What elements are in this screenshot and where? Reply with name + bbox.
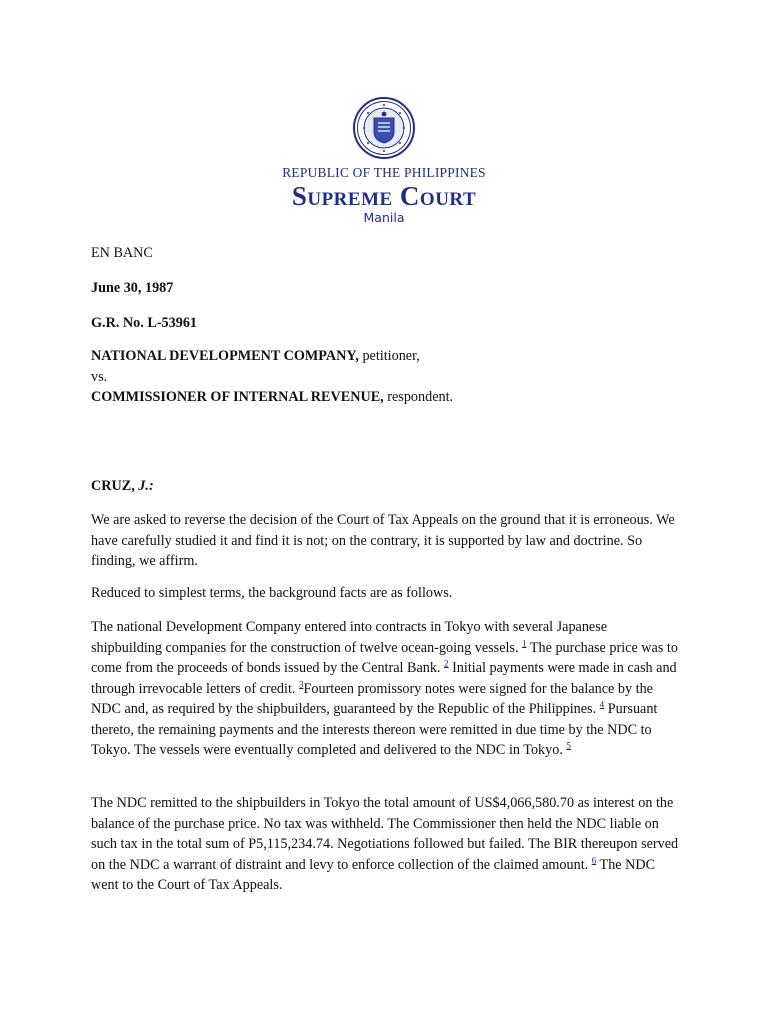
- paragraph-4-text-b: The NDC went to the Court of Tax Appeals.: [91, 856, 656, 893]
- paragraph-3-text-a: The national Development Company entered into contracts in Tokyo with several Japanese shipbuilding companies for the construction of twelve ocean-going vessels.: [91, 619, 608, 656]
- paragraph-3-text-d: Fourteen promissory notes were signed for the balance by the NDC and, as required by the shipbuilders, guaranteed by the Republic of the Philippines.: [91, 680, 653, 717]
- paragraph-2: Reduced to simplest terms, the background facts are as follows.: [91, 585, 453, 601]
- division-label: EN BANC: [91, 245, 153, 261]
- paragraph-3-text-b: The purchase price was to come from the proceeds of bonds issued by the Central Bank.: [91, 639, 678, 676]
- court-seal-icon: [352, 96, 416, 160]
- paragraph-1: We are asked to reverse the decision of the Court of Tax Appeals on the ground that it is erroneous. We have carefully studied it and find it is not; on the contrary, it is supported by law and doctrine. So finding, we affirm.: [91, 512, 675, 569]
- respondent-line: [91, 387, 453, 408]
- petitioner-line: [91, 346, 453, 367]
- footnote-link-6[interactable]: 6: [591, 854, 597, 865]
- footnote-link-2[interactable]: 2: [444, 658, 449, 669]
- respondent-name: COMMISSIONER OF INTERNAL REVENUE,: [91, 389, 384, 405]
- paragraph-3-text-c: Initial payments were made in cash and through irrevocable letters of credit.: [91, 660, 677, 697]
- republic-heading: REPUBLIC OF THE PHILIPPINES: [282, 165, 486, 180]
- footnote-link-4[interactable]: 4: [599, 699, 605, 710]
- footnote-link-5[interactable]: 5: [566, 740, 571, 751]
- decision-date: June 30, 1987: [91, 280, 174, 296]
- ponente-name: CRUZ,: [91, 478, 135, 494]
- versus-line: vs.: [91, 368, 108, 385]
- case-number: G.R. No. L-53961: [91, 315, 198, 331]
- court-name: Supreme Court: [291, 181, 477, 211]
- paragraph-3: [91, 617, 681, 761]
- court-city: Manila: [363, 210, 405, 225]
- court-header: [0, 96, 768, 225]
- ponente: [91, 476, 154, 497]
- footnote-link-1[interactable]: 1: [522, 637, 527, 648]
- paragraph-4-text-a: The NDC remitted to the shipbuilders in Tokyo the total amount of US$4,066,580.70 as interest on the balance of the purchase price. No tax was withheld. The Commissioner then held the NDC liable on such tax in the total sum of P5,115,234.74. Negotiations followed but failed. The BIR thereupon served on the NDC a warrant of distraint and levy to enforce collection of the claimed amount.: [91, 795, 679, 873]
- paragraph-3-text-e: Pursuant thereto, the remaining payments and the interests thereon were remitted in due time by the NDC to Tokyo. The vessels were eventually completed and delivered to the NDC in Tokyo.: [91, 701, 658, 758]
- footnote-link-3[interactable]: 3: [299, 678, 304, 689]
- petitioner-role: petitioner,: [362, 348, 420, 364]
- respondent-role: respondent.: [387, 389, 454, 405]
- paragraph-4: [91, 793, 681, 896]
- ponente-title: J.:: [138, 478, 154, 494]
- petitioner-name: NATIONAL DEVELOPMENT COMPANY,: [91, 348, 359, 364]
- case-parties: [91, 346, 453, 408]
